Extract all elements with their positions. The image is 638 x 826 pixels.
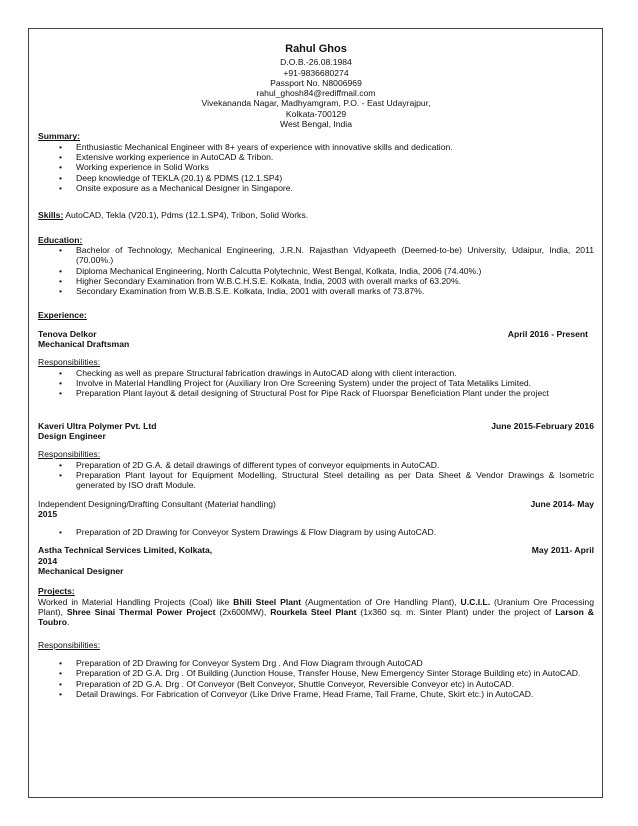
skills-line bbox=[38, 210, 594, 220]
job-responsibilities bbox=[38, 368, 594, 399]
experience-heading: Experience: bbox=[38, 310, 87, 321]
list-item: • Secondary Examination from W.B.B.S.E. Kolkata, India, 2001 with overall marks of 73.87%. bbox=[76, 286, 594, 296]
list-item: • Detail Drawings. For Fabrication of Conveyor (Like Drive Frame, Head Frame, Tail Frame, Chute, Skirt etc.) in AutoCAD. bbox=[76, 689, 594, 699]
projects-text: (2x600MW), bbox=[215, 607, 271, 617]
list-item: • Diploma Mechanical Engineering, North Calcutta Polytechnic, West Bengal, Kolkata, India, 2006 (74.40%.) bbox=[76, 266, 594, 276]
projects-text: Worked in Material Handling Projects (Coal) like bbox=[38, 596, 234, 607]
responsibilities-label: Responsibilities: bbox=[38, 449, 101, 460]
list-item: • Higher Secondary Examination from W.B.C.H.S.E. Kolkata, India, 2003 with overall marks of 63.20%. bbox=[76, 276, 594, 286]
project-name: Bhili Steel Plant bbox=[233, 596, 302, 607]
job-company: Kaveri Ultra Polymer Pvt. Ltd bbox=[38, 420, 157, 431]
job-responsibilities bbox=[38, 527, 594, 537]
projects-text: (Uranium Ore Processing Plant), bbox=[38, 596, 594, 617]
education-heading: Education: bbox=[38, 234, 83, 245]
projects-text: (Augmentation of Ore Handling Plant), bbox=[301, 596, 461, 607]
list-item: • Preparation of 2D Drawing for Conveyor System Drg . And Flow Diagram through AutoCAD bbox=[76, 658, 594, 668]
job-company: Astha Technical Services Limited, Kolkata, bbox=[38, 545, 213, 556]
list-item: • Preparation of 2D G.A. & detail drawings of different types of conveyor equipments in AutoCAD. bbox=[76, 460, 594, 470]
summary-list bbox=[38, 142, 594, 194]
projects-responsibilities bbox=[38, 658, 594, 699]
job-role: Design Engineer bbox=[38, 430, 106, 441]
job-dates: May 2011- April bbox=[531, 545, 594, 556]
list-item: • Onsite exposure as a Mechanical Designer in Singapore. bbox=[76, 183, 594, 193]
list-item: • Working experience in Solid Works bbox=[76, 162, 594, 172]
email-address: rahul_ghosh84@rediffmail.com bbox=[256, 88, 376, 99]
job-independent bbox=[38, 499, 594, 538]
date-of-birth: D.O.B.-26.08.1984 bbox=[280, 57, 352, 68]
project-name: U.C.I.L. bbox=[460, 596, 491, 607]
resume-header bbox=[38, 43, 594, 129]
candidate-name: Rahul Ghos bbox=[285, 43, 347, 55]
projects-paragraph bbox=[38, 597, 594, 628]
list-item: • Deep knowledge of TEKLA (20.1) & PDMS (12.1.SP4) bbox=[76, 173, 594, 183]
job-company: Independent Designing/Drafting Consultant (Material handling) bbox=[38, 498, 276, 509]
list-item: • Involve in Material Handling Project for (Auxiliary Iron Ore Screening System) under the project of Tata Metaliks Limited. bbox=[76, 378, 594, 388]
job-responsibilities bbox=[38, 460, 594, 491]
summary-heading: Summary: bbox=[38, 131, 81, 142]
job-dates: June 2015-February 2016 bbox=[491, 420, 594, 431]
projects-text: (1x360 sq. m. Sinter Plant) under the project of bbox=[356, 607, 556, 617]
job-company: Tenova Delkor bbox=[38, 328, 97, 339]
project-name: Rourkela Steel Plant bbox=[270, 607, 357, 617]
list-item: • Extensive working experience in AutoCAD & Tribon. bbox=[76, 152, 594, 162]
phone-number: +91-9836680274 bbox=[283, 67, 349, 78]
list-item: • Preparation of 2D Drawing for Conveyor System Drawings & Flow Diagram by using AutoCAD. bbox=[76, 527, 594, 537]
job-dates: June 2014- May bbox=[530, 498, 594, 509]
job-kaveri bbox=[38, 421, 594, 491]
list-item: • Enthusiastic Mechanical Engineer with 8+ years of experience with innovative skills and dedication. bbox=[76, 142, 594, 152]
list-item: • Checking as well as prepare Structural fabrication drawings in AutoCAD along with client interaction. bbox=[76, 368, 594, 378]
project-name: Shree Sinai Thermal Power Project bbox=[66, 607, 216, 617]
list-item: • Preparation Plant layout for Equipment Modelling, Structural Steel detailing as per Data Sheet & Vendor Drawings & Isometric generated by ISO draft Module. bbox=[76, 470, 594, 491]
job-dates-cont: 2015 bbox=[38, 508, 58, 519]
address-line-2: Kolkata-700129 bbox=[285, 108, 347, 119]
projects-text: . bbox=[66, 617, 70, 628]
address-line-3: West Bengal, India bbox=[280, 119, 352, 130]
job-dates-cont: 2014 bbox=[38, 555, 58, 566]
responsibilities-label: Responsibilities: bbox=[38, 639, 101, 650]
skills-heading: Skills: bbox=[38, 210, 64, 221]
skills-text: AutoCAD, Tekla (V20.1), Pdms (12.1.SP4), Tribon, Solid Works. bbox=[65, 210, 309, 221]
job-role: Mechanical Draftsman bbox=[38, 339, 130, 350]
passport-number: Passport No. N8006969 bbox=[270, 77, 362, 88]
project-name: Larson & Toubro bbox=[38, 607, 595, 628]
job-dates: April 2016 - Present bbox=[507, 328, 588, 339]
list-item: • Preparation of 2D G.A. Drg . Of Conveyor (Belt Conveyor, Shuttle Conveyor, Reversible Conveyor etc) in AutoCAD. bbox=[76, 679, 594, 689]
education-list bbox=[38, 245, 594, 297]
job-astha bbox=[38, 545, 594, 576]
resume-page bbox=[28, 28, 603, 798]
projects-heading: Projects: bbox=[38, 586, 75, 597]
responsibilities-label: Responsibilities: bbox=[38, 357, 101, 368]
list-item: • Preparation of 2D G.A. Drg . Of Building (Junction House, Transfer House, New Emergency Sinter Storage Building etc) in AutoCAD. bbox=[76, 668, 594, 678]
job-tenova bbox=[38, 329, 594, 399]
list-item: • Preparation Plant layout & detail designing of Structural Post for Pipe Rack of Fluorspar Beneficiation Plant under the project bbox=[76, 388, 594, 398]
job-role: Mechanical Designer bbox=[38, 566, 124, 577]
address-line-1: Vivekananda Nagar, Madhyamgram, P.O. - East Udayrajpur, bbox=[201, 98, 431, 109]
list-item: • Bachelor of Technology, Mechanical Engineering, J.R.N. Rajasthan Vidyapeeth (Deemed-to-be) University, Udaipur, India, 2011 (70.00%.) bbox=[76, 245, 594, 266]
